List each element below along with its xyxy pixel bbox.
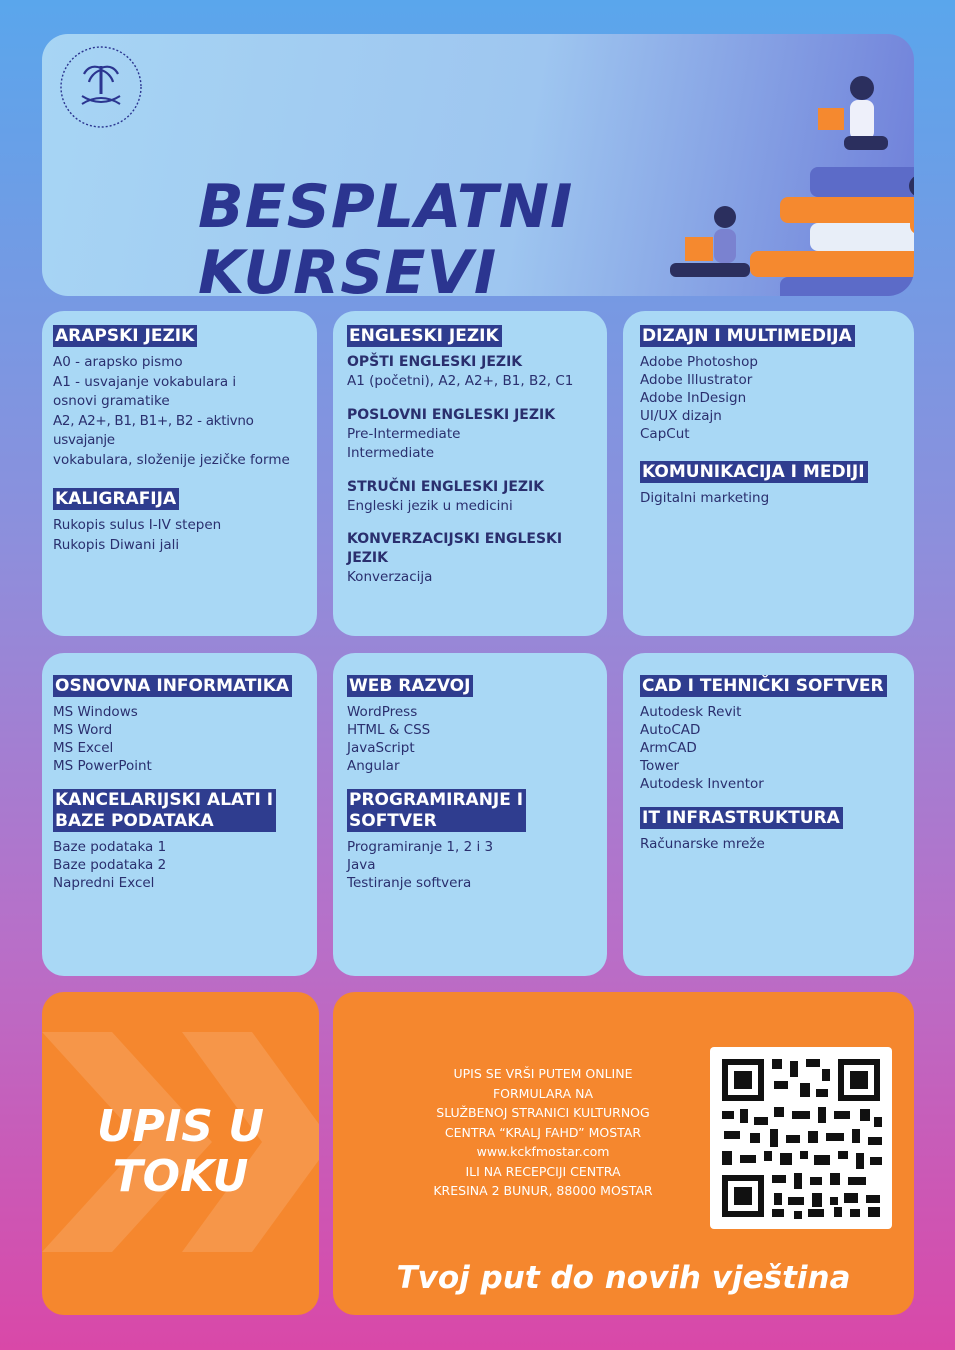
list-item: MS Windows — [53, 704, 138, 720]
info-line: SLUŽBENOJ STRANICI KULTURNOG — [436, 1105, 650, 1120]
qr-code-icon[interactable] — [710, 1047, 892, 1229]
enrollment-info-panel — [333, 992, 914, 1315]
list-item: Baze podataka 1 — [53, 839, 167, 855]
heading-informatics: OSNOVNA INFORMATIKA — [53, 675, 292, 697]
list-item: Autodesk Inventor — [640, 776, 764, 792]
heading-it-infrastructure: IT INFRASTRUKTURA — [640, 807, 843, 829]
title-line: UPIS U — [96, 1101, 265, 1152]
heading-arabic: ARAPSKI JEZIK — [53, 325, 197, 347]
list-item: UI/UX dizajn — [640, 408, 722, 424]
title-line-2: KURSEVI — [198, 238, 498, 296]
heading-web: WEB RAZVOJ — [347, 675, 473, 697]
subheading: KONVERZACIJSKI ENGLESKI JEZIK — [347, 531, 563, 566]
list-item: Programiranje 1, 2 i 3 — [347, 839, 494, 855]
info-line: CENTRA “KRALJ FAHD” MOSTAR — [444, 1124, 642, 1140]
info-line: ILI NA RECEPCIJI CENTRA — [465, 1163, 621, 1179]
list-item: Angular — [347, 758, 400, 774]
list-item: Adobe Illustrator — [640, 372, 753, 388]
list-item: WordPress — [347, 704, 418, 720]
heading-line: KANCELARIJSKI ALATI I — [55, 790, 274, 810]
title-line: TOKU — [112, 1151, 249, 1202]
list-item: MS PowerPoint — [53, 758, 152, 774]
info-line: UPIS SE VRŠI PUTEM ONLINE — [453, 1066, 633, 1081]
list-item: A2, A2+, B1, B1+, B2 - aktivno usvajanje — [53, 412, 254, 448]
card-design-communication — [623, 311, 914, 636]
info-line: KRESINA 2 BUNUR, 88000 MOSTAR — [433, 1183, 653, 1198]
list-item: JavaScript — [347, 740, 415, 756]
card-informatics-office — [42, 653, 317, 976]
website-link[interactable]: www.kckfmostar.com — [476, 1144, 610, 1159]
heading-design: DIZAJN I MULTIMEDIJA — [640, 325, 855, 347]
list-item: Pre-Intermediate — [347, 425, 461, 442]
list-item: A0 - arapsko pismo — [53, 354, 183, 370]
list-item: CapCut — [640, 426, 690, 442]
info-line: FORMULARA NA — [492, 1085, 594, 1101]
list-item: A1 (početni), A2, A2+, B1, B2, C1 — [347, 373, 574, 389]
list-item: ArmCAD — [640, 740, 697, 756]
list-item: Engleski jezik u medicini — [347, 497, 513, 514]
list-item: Adobe InDesign — [640, 390, 747, 406]
card-arabic-calligraphy — [42, 311, 317, 636]
heading-line: SOFTVER — [349, 811, 437, 831]
heading-english: ENGLESKI JEZIK — [347, 325, 502, 347]
hero-banner — [42, 34, 914, 296]
list-item: Adobe Photoshop — [640, 354, 758, 370]
list-item: MS Excel — [53, 740, 114, 756]
heading-programming — [347, 789, 526, 832]
card-web-programming — [333, 653, 607, 976]
list-item: Java — [347, 857, 376, 873]
embassy-palm-swords-emblem-icon — [58, 44, 144, 130]
list-item: Rukopis sulus I-IV stepen — [53, 517, 222, 533]
heading-office-tools — [53, 789, 276, 832]
subheading: POSLOVNI ENGLESKI JEZIK — [347, 406, 556, 423]
list-item: Autodesk Revit — [640, 704, 742, 720]
subheading: OPŠTI ENGLESKI JEZIK — [347, 354, 523, 370]
list-item: osnovi gramatike — [53, 393, 170, 409]
heading-cad: CAD I TEHNIČKI SOFTVER — [640, 675, 887, 697]
list-item: AutoCAD — [640, 722, 701, 738]
card-english — [333, 311, 607, 636]
subheading: STRUČNI ENGLESKI JEZIK — [347, 478, 545, 495]
card-cad-it — [623, 653, 914, 976]
list-item: A1 - usvajanje vokabulara i — [53, 373, 237, 390]
list-item: Napredni Excel — [53, 875, 155, 891]
enrollment-open-panel — [42, 992, 319, 1315]
list-item: Rukopis Diwani jali — [53, 536, 180, 553]
list-item: Intermediate — [347, 445, 435, 461]
list-item: Računarske mreže — [640, 836, 765, 852]
heading-communication: KOMUNIKACIJA I MEDIJI — [640, 461, 868, 483]
list-item: Konverzacija — [347, 569, 433, 585]
list-item: HTML & CSS — [347, 722, 431, 738]
list-item: MS Word — [53, 722, 113, 738]
list-item: Testiranje softvera — [347, 875, 472, 891]
list-item: vokabulara, složenije jezičke forme — [53, 451, 290, 468]
heading-line: PROGRAMIRANJE I — [349, 790, 524, 810]
heading-calligraphy: KALIGRAFIJA — [53, 488, 179, 510]
title-line-1: BESPLATNI — [198, 172, 574, 242]
people-reading-on-books-illustration — [630, 74, 914, 296]
tagline: Tvoj put do novih vještina — [396, 1260, 851, 1296]
list-item: Tower — [640, 758, 680, 774]
page-title — [198, 174, 573, 296]
heading-line: BAZE PODATAKA — [55, 811, 214, 831]
enrollment-title — [42, 1102, 319, 1202]
enrollment-instructions — [423, 1064, 663, 1201]
list-item: Baze podataka 2 — [53, 857, 167, 873]
list-item: Digitalni marketing — [640, 490, 770, 506]
